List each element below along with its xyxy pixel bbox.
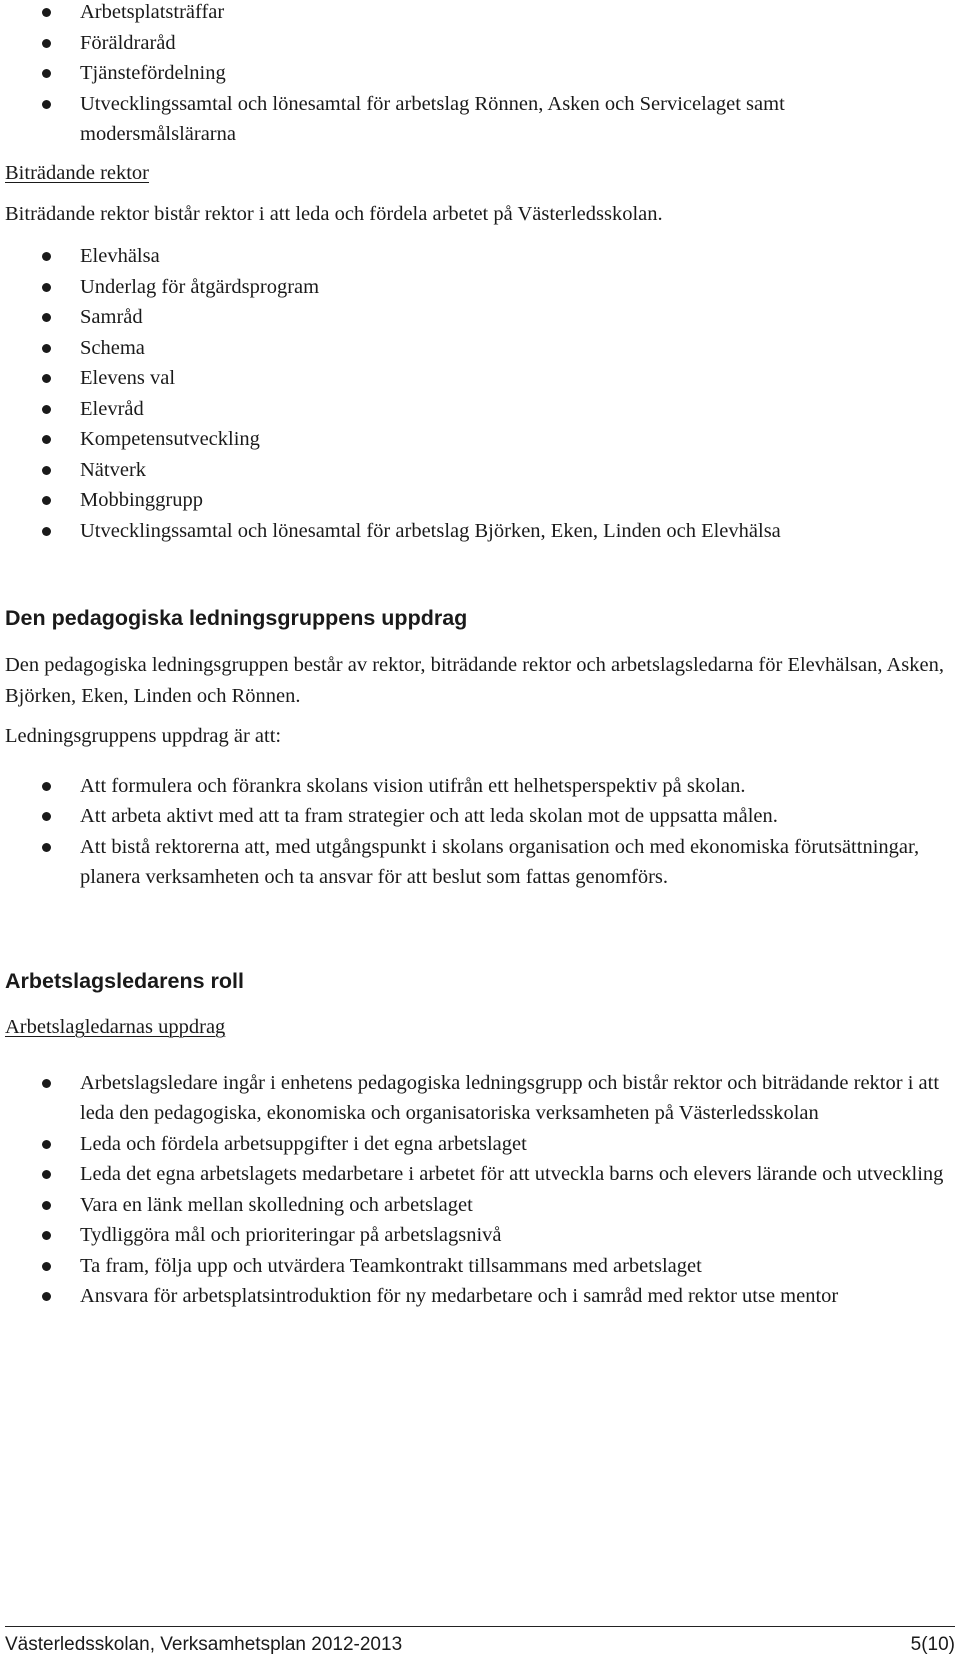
list-item: Samråd [5, 302, 955, 333]
list-item: Elevråd [5, 394, 955, 425]
list-item: Utvecklingssamtal och lönesamtal för arbetslag Rönnen, Asken och Servicelaget samt modersmålslärarna [5, 89, 955, 150]
team-leaders-list [5, 1068, 955, 1312]
pedagogical-group-section [5, 650, 955, 893]
team-leaders-heading: Arbetslagsledarens roll [5, 969, 244, 993]
list-item: Underlag för åtgärdsprogram [5, 272, 955, 303]
list-item: Att bistå rektorerna att, med utgångspunkt i skolans organisation och med ekonomiska förutsättningar, planera verksamheten och ta ansvar för att beslut som fattas genomförs. [5, 832, 955, 893]
list-item: Tydliggöra mål och prioriteringar på arbetslagsnivå [5, 1220, 955, 1251]
deputy-heading: Biträdande rektor [5, 162, 150, 184]
pedagogical-group-list [5, 771, 955, 893]
list-item: Leda det egna arbetslagets medarbetare i arbetet för att utveckla barns och elevers lärande och utveckling [5, 1159, 955, 1190]
document-page [5, 0, 955, 1667]
list-item: Leda och fördela arbetsuppgifter i det egna arbetslaget [5, 1129, 955, 1160]
footer-document-title: Västerledsskolan, Verksamhetsplan 2012-2013 [5, 1634, 403, 1655]
pedagogical-group-lead: Ledningsgruppens uppdrag är att: [5, 725, 282, 747]
list-item: Arbetsplatsträffar [5, 0, 955, 28]
list-item: Att arbeta aktivt med att ta fram strategier och att leda skolan mot de uppsatta målen. [5, 801, 955, 832]
team-leaders-section [5, 1012, 955, 1312]
deputy-intro: Biträdande rektor bistår rektor i att leda och fördela arbetet på Västerledsskolan. [5, 202, 663, 225]
list-item: Utvecklingssamtal och lönesamtal för arbetslag Björken, Eken, Linden och Elevhälsa [5, 516, 955, 547]
list-item: Ta fram, följa upp och utvärdera Teamkontrakt tillsammans med arbetslaget [5, 1251, 955, 1282]
page-footer [5, 1626, 955, 1658]
list-item: Föräldraråd [5, 28, 955, 59]
list-item: Ansvara för arbetsplatsintroduktion för ny medarbetare och i samråd med rektor utse mentor [5, 1281, 955, 1312]
list-item: Kompetensutveckling [5, 424, 955, 455]
team-leaders-subheading: Arbetslagledarnas uppdrag [5, 1016, 226, 1038]
pedagogical-group-text: Den pedagogiska ledningsgruppen består av rektor, biträdande rektor och arbetslagsledarna för Elevhälsan, Asken, Björken, Eken, Linden och Rönnen. [5, 654, 945, 707]
list-item: Vara en länk mellan skolledning och arbetslaget [5, 1190, 955, 1221]
list-item: Nätverk [5, 455, 955, 486]
list-item: Arbetslagsledare ingår i enhetens pedagogiska ledningsgrupp och bistår rektor och biträdande rektor i att leda den pedagogiska, ekonomiska och organisatoriska verksamheten på Västerledsskolan [5, 1068, 955, 1129]
list-item: Schema [5, 333, 955, 364]
deputy-section [5, 158, 955, 546]
footer-page-number: 5(10) [910, 1634, 955, 1655]
list-item: Mobbinggrupp [5, 485, 955, 516]
deputy-list [5, 241, 955, 546]
pedagogical-group-heading: Den pedagogiska ledningsgruppens uppdrag [5, 606, 468, 630]
list-item: Tjänstefördelning [5, 58, 955, 89]
list-item: Elevens val [5, 363, 955, 394]
list-rektor-continued [5, 0, 955, 150]
list-item: Att formulera och förankra skolans vision utifrån ett helhetsperspektiv på skolan. [5, 771, 955, 802]
list-item: Elevhälsa [5, 241, 955, 272]
